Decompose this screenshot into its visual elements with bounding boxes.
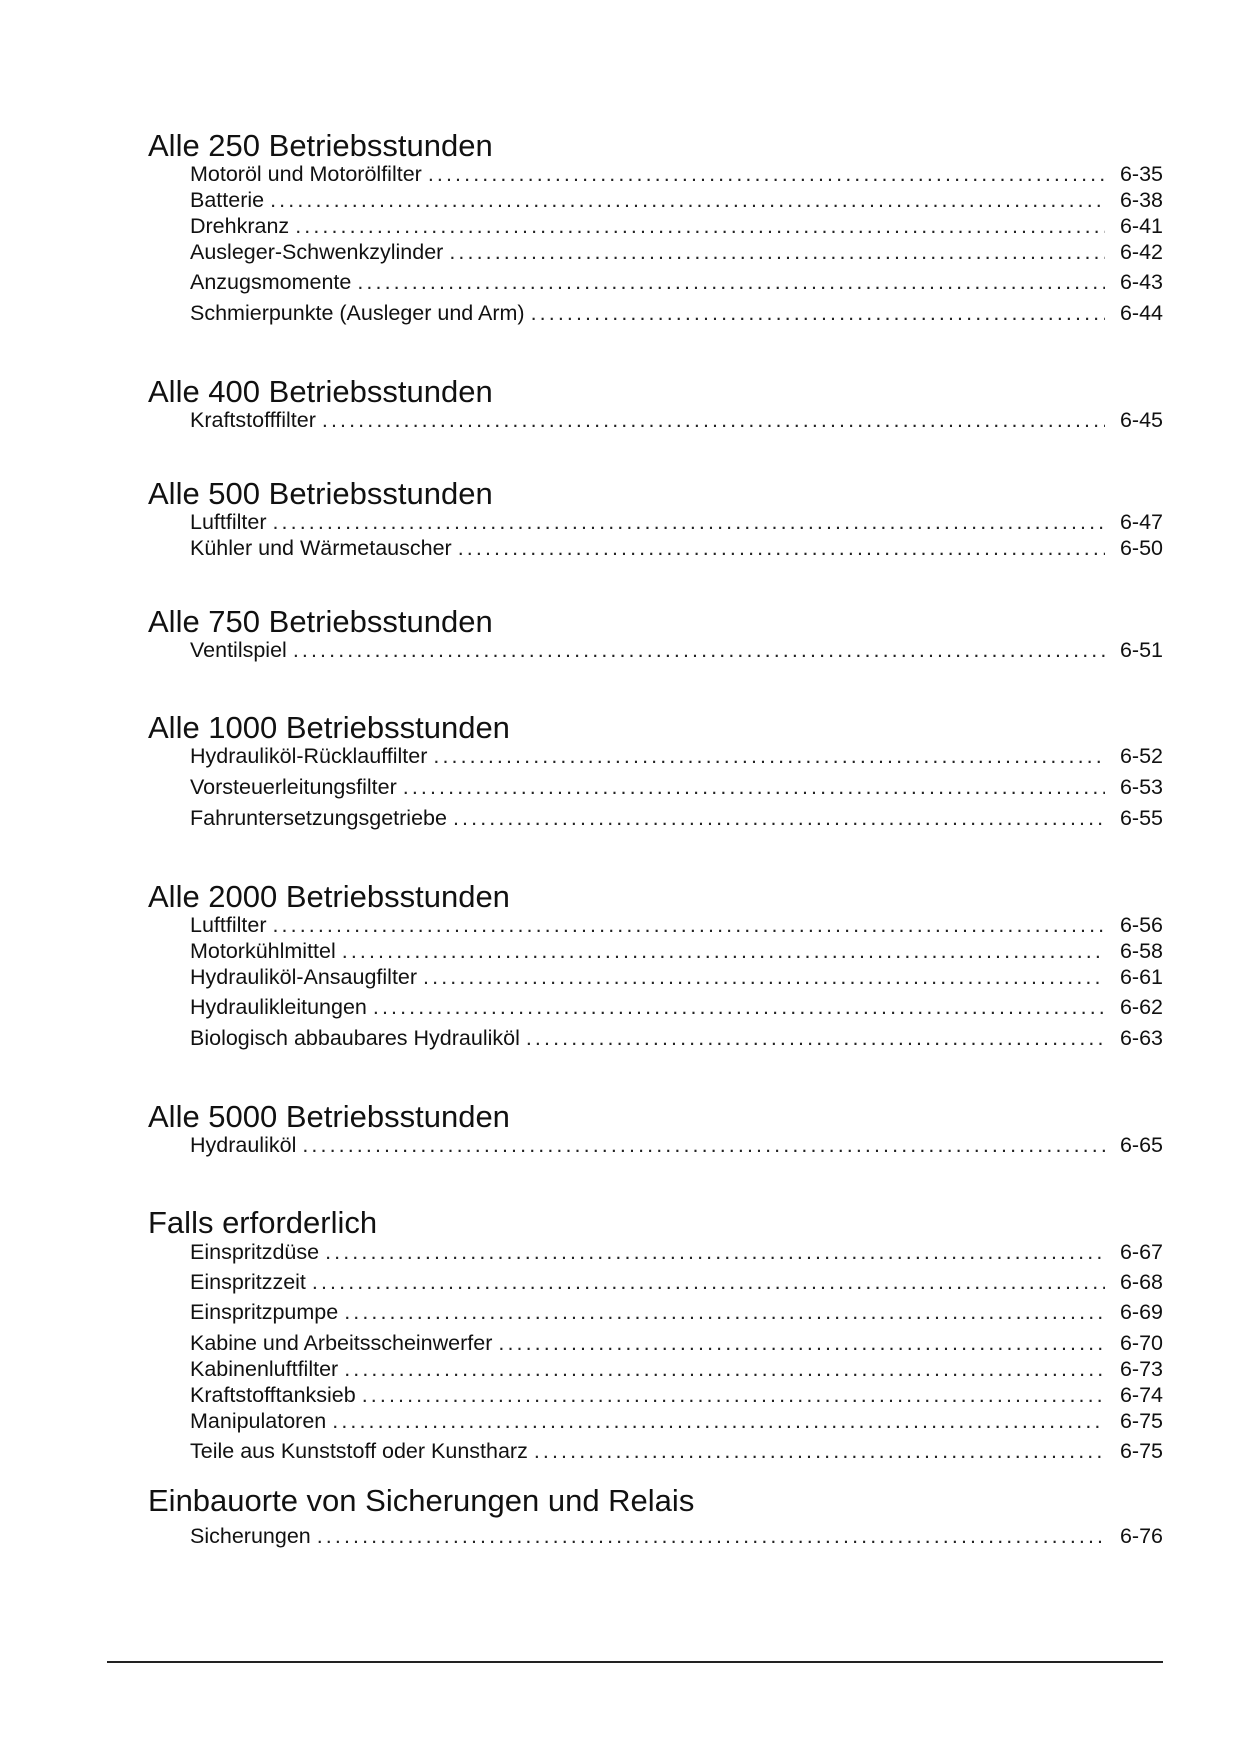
toc-entry[interactable] (190, 913, 1163, 938)
toc-entry-title: Teile aus Kunststoff oder Kunstharz (190, 1439, 528, 1463)
dot-leader (357, 270, 1105, 295)
toc-entry-page: 6-42 (1119, 240, 1163, 264)
toc-entry-page: 6-45 (1119, 408, 1163, 432)
toc-entry[interactable] (190, 638, 1163, 663)
toc-entry-page: 6-38 (1119, 188, 1163, 212)
toc-entry[interactable] (190, 995, 1163, 1020)
toc-entry-page: 6-76 (1119, 1524, 1163, 1548)
dot-leader (362, 1383, 1105, 1408)
toc-entry-title: Kabine und Arbeitsscheinwerfer (190, 1331, 493, 1355)
dot-leader (433, 744, 1105, 769)
toc-entry-title: Motorkühlmittel (190, 939, 336, 963)
toc-entry-page: 6-75 (1119, 1409, 1163, 1433)
section-heading: Alle 750 Betriebsstunden (148, 604, 493, 639)
toc-entry-title: Fahruntersetzungsgetriebe (190, 806, 447, 830)
toc-entry-page: 6-44 (1119, 301, 1163, 325)
toc-entry-title: Kraftstofftanksieb (190, 1383, 356, 1407)
toc-entry[interactable] (190, 162, 1163, 187)
dot-leader (531, 301, 1105, 326)
toc-entry-title: Hydrauliköl-Ansaugfilter (190, 965, 418, 989)
toc-entry-page: 6-47 (1119, 510, 1163, 534)
toc-entry[interactable] (190, 240, 1163, 265)
toc-entry-title: Sicherungen (190, 1524, 311, 1548)
toc-entry-title: Anzugsmomente (190, 270, 352, 294)
toc-entry-page: 6-55 (1119, 806, 1163, 830)
toc-entry[interactable] (190, 270, 1163, 295)
dot-leader (534, 1439, 1105, 1464)
footer-divider (107, 1661, 1163, 1663)
toc-entry-page: 6-69 (1119, 1300, 1163, 1324)
toc-entry-title: Hydrauliköl-Rücklauffilter (190, 744, 428, 768)
toc-entry-title: Luftfilter (190, 913, 267, 937)
dot-leader (423, 965, 1105, 990)
toc-entry-title: Vorsteuerleitungsfilter (190, 775, 397, 799)
toc-entry-title: Luftfilter (190, 510, 267, 534)
dot-leader (312, 1270, 1105, 1295)
dot-leader (272, 510, 1105, 535)
toc-entry-title: Einspritzpumpe (190, 1300, 339, 1324)
toc-entry-title: Biologisch abbaubares Hydrauliköl (190, 1026, 520, 1050)
dot-leader (293, 638, 1105, 663)
toc-entry[interactable] (190, 1240, 1163, 1265)
toc-entry[interactable] (190, 1300, 1163, 1325)
toc-entry[interactable] (190, 939, 1163, 964)
dot-leader (295, 214, 1105, 239)
toc-entry[interactable] (190, 1270, 1163, 1295)
toc-entry-page: 6-62 (1119, 995, 1163, 1019)
toc-entry-title: Einspritzdüse (190, 1240, 320, 1264)
toc-entry-page: 6-56 (1119, 913, 1163, 937)
toc-entry-page: 6-67 (1119, 1240, 1163, 1264)
toc-entry-title: Motoröl und Motorölfilter (190, 162, 422, 186)
dot-leader (449, 240, 1105, 265)
dot-leader (373, 995, 1105, 1020)
toc-entry[interactable] (190, 965, 1163, 990)
section-heading: Falls erforderlich (148, 1205, 378, 1240)
toc-entry-title: Hydraulikleitungen (190, 995, 367, 1019)
dot-leader (344, 1357, 1105, 1382)
toc-entry[interactable] (190, 775, 1163, 800)
dot-leader (270, 188, 1105, 213)
toc-entry-title: Kühler und Wärmetauscher (190, 536, 452, 560)
section-heading: Alle 1000 Betriebsstunden (148, 710, 510, 745)
section-heading: Alle 250 Betriebsstunden (148, 128, 493, 163)
dot-leader (322, 408, 1105, 433)
toc-entry-page: 6-73 (1119, 1357, 1163, 1381)
dot-leader (498, 1331, 1105, 1356)
dot-leader (272, 913, 1105, 938)
toc-entry-title: Ausleger-Schwenkzylinder (190, 240, 444, 264)
toc-entry-title: Kabinenluftfilter (190, 1357, 339, 1381)
toc-entry[interactable] (190, 1026, 1163, 1051)
toc-entry[interactable] (190, 301, 1163, 326)
toc-entry-page: 6-41 (1119, 214, 1163, 238)
toc-entry-title: Drehkranz (190, 214, 290, 238)
toc-entry-page: 6-75 (1119, 1439, 1163, 1463)
toc-entry[interactable] (190, 1357, 1163, 1382)
toc-entry-page: 6-58 (1119, 939, 1163, 963)
toc-entry[interactable] (190, 1439, 1163, 1464)
section-heading: Alle 5000 Betriebsstunden (148, 1099, 510, 1134)
dot-leader (403, 775, 1105, 800)
toc-entry-page: 6-61 (1119, 965, 1163, 989)
toc-entry[interactable] (190, 1331, 1163, 1356)
toc-entry[interactable] (190, 510, 1163, 535)
toc-entry-title: Ventilspiel (190, 638, 287, 662)
dot-leader (458, 536, 1105, 561)
section-heading: Alle 400 Betriebsstunden (148, 374, 493, 409)
toc-entry[interactable] (190, 1524, 1163, 1549)
dot-leader (453, 806, 1105, 831)
dot-leader (428, 162, 1105, 187)
section-heading: Einbauorte von Sicherungen und Relais (148, 1483, 695, 1518)
dot-leader (302, 1133, 1105, 1158)
toc-entry-title: Batterie (190, 188, 265, 212)
toc-entry-page: 6-53 (1119, 775, 1163, 799)
toc-entry-page: 6-51 (1119, 638, 1163, 662)
toc-entry[interactable] (190, 744, 1163, 769)
dot-leader (342, 939, 1105, 964)
toc-entry-page: 6-63 (1119, 1026, 1163, 1050)
dot-leader (344, 1300, 1105, 1325)
toc-entry-page: 6-35 (1119, 162, 1163, 186)
dot-leader (325, 1240, 1105, 1265)
toc-entry-page: 6-68 (1119, 1270, 1163, 1294)
toc-entry-page: 6-43 (1119, 270, 1163, 294)
toc-entry[interactable] (190, 1383, 1163, 1408)
toc-entry-page: 6-52 (1119, 744, 1163, 768)
dot-leader (317, 1524, 1105, 1549)
toc-entry[interactable] (190, 214, 1163, 239)
toc-entry[interactable] (190, 408, 1163, 433)
section-heading: Alle 500 Betriebsstunden (148, 476, 493, 511)
toc-entry-title: Hydrauliköl (190, 1133, 297, 1157)
toc-entry-page: 6-70 (1119, 1331, 1163, 1355)
toc-entry[interactable] (190, 1133, 1163, 1158)
toc-entry-page: 6-50 (1119, 536, 1163, 560)
toc-entry[interactable] (190, 536, 1163, 561)
toc-entry-title: Kraftstofffilter (190, 408, 316, 432)
section-heading: Alle 2000 Betriebsstunden (148, 879, 510, 914)
toc-entry-title: Manipulatoren (190, 1409, 327, 1433)
toc-entry-page: 6-74 (1119, 1383, 1163, 1407)
dot-leader (332, 1409, 1105, 1434)
toc-entry-title: Schmierpunkte (Ausleger und Arm) (190, 301, 525, 325)
toc-entry[interactable] (190, 1409, 1163, 1434)
toc-entry[interactable] (190, 188, 1163, 213)
toc-entry[interactable] (190, 806, 1163, 831)
toc-entry-page: 6-65 (1119, 1133, 1163, 1157)
toc-entry-title: Einspritzzeit (190, 1270, 306, 1294)
dot-leader (526, 1026, 1105, 1051)
